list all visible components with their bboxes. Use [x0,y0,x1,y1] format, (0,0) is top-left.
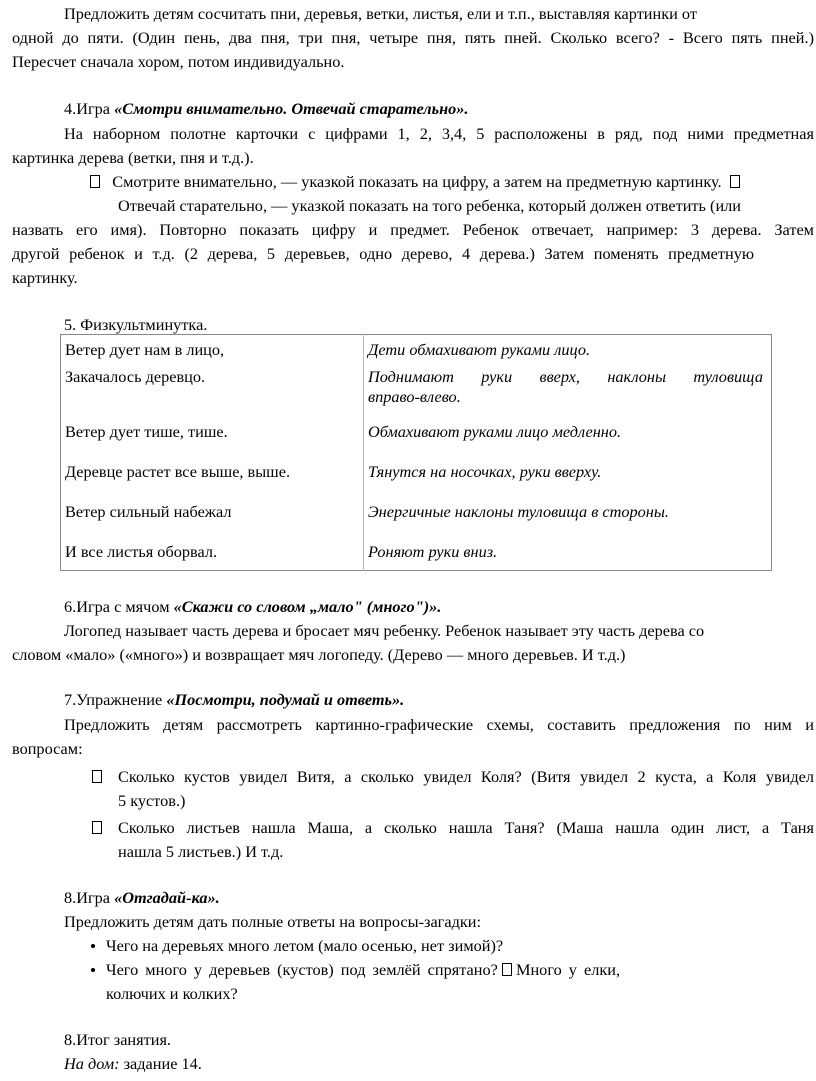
game8-item-2-cont: колючих и колких? [106,984,238,1003]
ex7-question-2-cont: нашла 5 листьев.) И т.д. [118,842,284,861]
game4-heading: 4.Игра «Смотри внимательно. Отвечай старательно». [64,99,469,118]
game4-para-2: картинка дерева (ветки, пня и т.д.). [12,148,254,167]
square-bullet-icon [92,821,102,834]
game4-title: «Смотри внимательно. Отвечай старательно». [114,99,469,118]
ex7-question-2: Сколько листьев нашла Маша, а сколько нашла Таня? (Маша нашла один лист, а Таня [118,818,814,837]
table-row [61,335,772,362]
ex7-para-1: Предложить детям рассмотреть картинно-графические схемы, составить предложения по ним и [64,715,814,734]
game6-para-2: словом «мало» («много») и возвращает мяч логопеду. (Дерево — много деревьев. И т.д.) [12,645,626,664]
bullet-dot-icon [91,944,95,948]
game4-line-3: назвать его имя). Повторно показать цифру и предмет. Ребенок отвечает, например: 3 дерева. Затем [12,220,814,239]
game8-para: Предложить детям дать полные ответы на вопросы-загадки: [64,912,481,931]
ex7-title: «Посмотри, подумай и ответь». [166,690,405,709]
verse-cell: Закачалось деревцо. [65,366,206,386]
homework-line [64,1054,202,1074]
game8-item-1: Чего на деревьях много летом (мало осенью, нет зимой)? [106,936,504,955]
ex7-question-1: Сколько кустов увидел Витя, а сколько увидел Коля? (Витя увидел 2 куста, а Коля увидел [118,767,814,786]
homework-label: На дом: [64,1054,120,1073]
game4-para-1: На наборном полотне карточки с цифрами 1, 2, 3,4, 5 расположены в ряд, под ними предметная [64,124,814,143]
verse-cell: Ветер дует тише, тише. [65,421,228,441]
table-row [61,537,772,571]
action-cell-line: вправо-влево. [368,386,461,406]
action-cell: Дети обмахивают руками лицо. [364,335,772,362]
game4-bullet-1: Смотрите внимательно, — указкой показать на цифру, а затем на предметную картинку. [90,172,740,192]
game4-line-5: картинку. [12,268,78,287]
game6-para-1: Логопед называет часть дерева и бросает мяч ребенку. Ребенок называет эту часть дерева со [64,621,705,640]
intro-line-3: Пересчет сначала хором, потом индивидуально. [12,52,345,71]
intro-line-1: Предложить детям сосчитать пни, деревья, ветки, листья, ели и т.п., выставляя картинки от [64,4,697,23]
verse-cell: И все листья оборвал. [65,541,218,561]
verse-cell: Ветер сильный набежал [65,501,232,521]
square-bullet-icon [502,963,512,976]
table-row [61,362,772,417]
action-cell: Энергичные наклоны туловища в стороны. [364,497,772,537]
game6-title: «Скажи со словом „мало" (много")». [173,597,442,616]
action-cell-line: Поднимают руки вверх, наклоны туловища [368,366,763,386]
game8-heading: 8.Игра «Отгадай-ка». [64,888,220,907]
ex7-heading: 7.Упражнение «Посмотри, подумай и ответь». [64,690,405,709]
ex7-para-2: вопросам: [12,739,83,758]
square-bullet-icon [90,175,100,188]
square-bullet-icon [92,770,102,783]
table-row [61,497,772,537]
fizkult-table [60,334,772,571]
table-row [61,417,772,457]
action-cell [364,362,772,417]
intro-line-2: одной до пяти. (Один пень, два пня, три пня, четыре пня, пять пней. Сколько всего? - Всего пять пней.) [12,28,814,47]
action-cell: Роняют руки вниз. [364,537,772,571]
game4-bullet-2: Отвечай старательно, — указкой показать на того ребенка, который должен ответить (или [118,196,741,215]
fizkult-heading: 5. Физкультминутка. [64,315,208,334]
game4-line-4: другой ребенок и т.д. (2 дерева, 5 деревьев, одно дерево, 4 дерева.) Затем поменять предметную [12,244,754,263]
ex7-question-1-cont: 5 кустов.) [118,791,186,810]
verse-cell: Ветер дует нам в лицо, [65,340,225,359]
verse-cell: Деревце растет все выше, выше. [65,461,291,481]
game8-item-2: Чего много у деревьев (кустов) под землёй спрятано? Много у елки, [106,960,621,979]
action-cell: Тянутся на носочках, руки вверху. [364,457,772,497]
square-bullet-icon [730,175,740,188]
summary-heading: 8.Итог занятия. [64,1030,172,1049]
action-cell: Обмахивают руками лицо медленно. [364,417,772,457]
homework-text: задание 14. [119,1054,202,1073]
game6-heading: 6.Игра с мячом «Скажи со словом „мало" (много")». [64,597,442,616]
game8-title: «Отгадай-ка». [114,888,220,907]
bullet-dot-icon [91,968,95,972]
table-row [61,457,772,497]
